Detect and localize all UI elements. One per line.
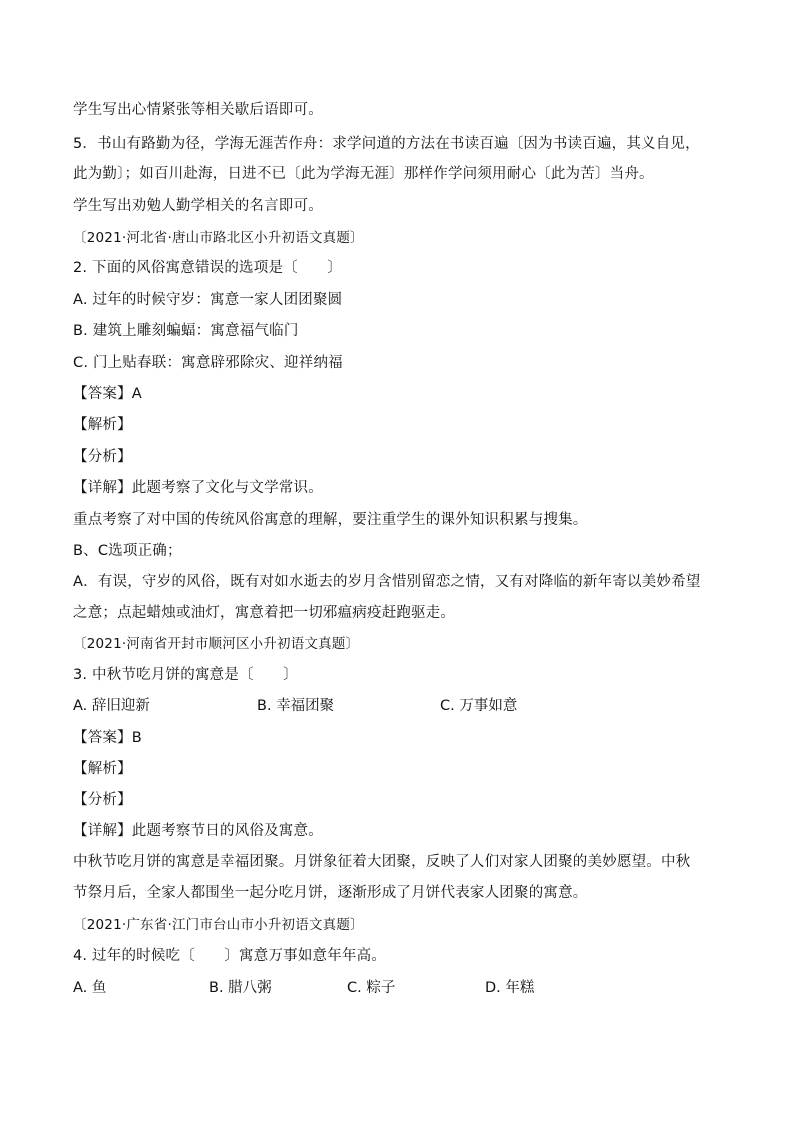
q4-option-b: B. 腊八粥 [209, 980, 272, 996]
q2-detail: 【详解】此题考察了文化与文学常识。 [73, 480, 323, 496]
q2-analysis-heading: 【解析】 [73, 417, 132, 433]
intro-line-1: 学生写出心情紧张等相关歇后语即可。 [73, 102, 323, 118]
q2-source: 〔2021·河北省·唐山市路北区小升初语文真题〕 [73, 230, 364, 246]
q3-source: 〔2021·河南省开封市顺河区小升初语文真题〕 [73, 636, 360, 652]
q2-paragraph-3: A．有误，守岁的风俗，既有对如水逝去的岁月含惜别留恋之情，又有对降临的新年寄以美妙希望 [73, 574, 701, 590]
q4-source: 〔2021·广东省·江门市台山市小升初语文真题〕 [73, 917, 364, 933]
q4-option-d: D. 年糕 [485, 980, 535, 996]
q3-stem: 3. 中秋节吃月饼的寓意是〔 〕 [73, 667, 298, 683]
q2-answer: 【答案】A [73, 386, 142, 402]
q3-option-b: B. 幸福团聚 [257, 698, 335, 714]
q3-fenxi-heading: 【分析】 [73, 792, 132, 808]
q3-option-a: A. 辞旧迎新 [73, 698, 150, 714]
q3-paragraph-2: 节祭月后，全家人都围坐一起分吃月饼，逐渐形成了月饼代表家人团聚的寓意。 [73, 885, 588, 901]
q3-detail: 【详解】此题考察节日的风俗及寓意。 [73, 823, 323, 839]
q3-option-c: C. 万事如意 [440, 698, 518, 714]
q2-paragraph-4: 之意；点起蜡烛或油灯，寓意着把一切邪瘟病疫赶跑驱走。 [73, 605, 456, 621]
q2-stem: 2. 下面的风俗寓意错误的选项是〔 〕 [73, 260, 342, 276]
q2-option-b: B. 建筑上雕刻蝙蝠：寓意福气临门 [73, 323, 299, 339]
intro-line-2: 5．书山有路勤为径，学海无涯苦作舟：求学问道的方法在书读百遍〔因为书读百遍，其义自见， [73, 136, 700, 152]
q3-analysis-heading: 【解析】 [73, 761, 132, 777]
q2-paragraph-2: B、C选项正确； [73, 543, 182, 559]
q2-option-c: C. 门上贴春联：寓意辟邪除灾、迎祥纳福 [73, 355, 343, 371]
intro-line-3: 此为勤〕；如百川赴海，日进不已〔此为学海无涯〕那样作学问须用耐心〔此为苦〕当舟。 [73, 166, 654, 182]
q4-stem: 4. 过年的时候吃〔 〕寓意万事如意年年高。 [73, 948, 387, 964]
q3-answer: 【答案】B [73, 730, 142, 746]
q3-paragraph-1: 中秋节吃月饼的寓意是幸福团聚。月饼象征着大团聚，反映了人们对家人团聚的美妙愿望。中秋 [73, 854, 691, 870]
intro-line-4: 学生写出劝勉人勤学相关的名言即可。 [73, 198, 323, 214]
q2-paragraph-1: 重点考察了对中国的传统风俗寓意的理解，要注重学生的课外知识积累与搜集。 [73, 512, 588, 528]
q2-option-a: A. 过年的时候守岁：寓意一家人团团聚圆 [73, 292, 343, 308]
q2-fenxi-heading: 【分析】 [73, 449, 132, 465]
q4-option-c: C. 粽子 [347, 980, 396, 996]
q4-option-a: A. 鱼 [73, 980, 107, 996]
